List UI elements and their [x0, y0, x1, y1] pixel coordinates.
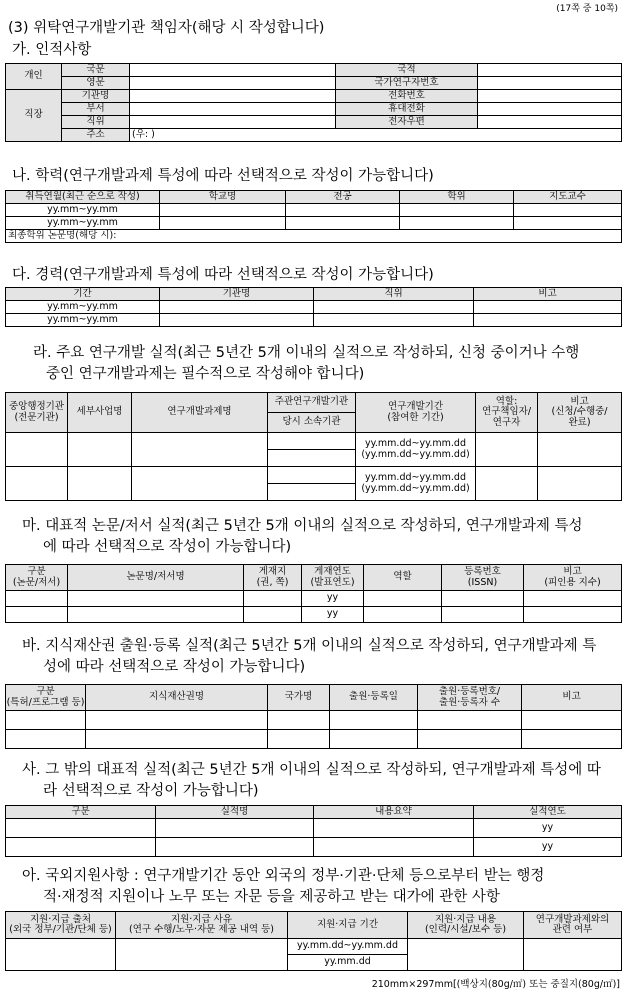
section-ba-title [22, 636, 596, 678]
ma-cell[interactable] [244, 607, 302, 623]
edu-header-advisor: 지도교수 [514, 191, 622, 204]
ra-header-task: 연구개발과제명 [132, 393, 268, 433]
ra-header-role-l3: 연구자 [492, 416, 521, 428]
ba-cell[interactable] [330, 730, 418, 749]
ba-cell[interactable] [268, 730, 330, 749]
ma-header-note [524, 565, 622, 591]
ma-cell[interactable] [364, 591, 442, 607]
aa-header-content [408, 912, 524, 939]
table-row [6, 314, 622, 327]
edu-date-cell[interactable]: yy.mm~yy.mm [6, 217, 160, 230]
ra-header-lead: 주관연구개발기관 [268, 393, 356, 413]
career-table [5, 287, 622, 327]
ma-header-journal-l1: 게재지 [258, 566, 287, 578]
aa-header-content-l1: 지원·지급 내용 [434, 913, 497, 925]
aa-cell[interactable] [6, 939, 116, 971]
edu-header-date: 취득연월(최근 순으로 작성) [6, 191, 160, 204]
zip-text: (우: ) [132, 128, 155, 140]
section-sa-title-line1: 사. 그 밖의 대표적 실적(최근 5년간 5개 이내의 실적으로 작성하되, 연구개발과제 특성에 따 [22, 762, 601, 778]
sa-cell[interactable] [6, 819, 156, 838]
ra-lead-cell[interactable] [268, 467, 356, 484]
ma-cell[interactable] [442, 591, 524, 607]
section-ma-title-line1: 마. 대표적 논문/저서 실적(최근 5년간 5개 이내의 실적으로 작성하되, 연구개발과제 특성 [22, 518, 583, 534]
work-label: 직장 [6, 90, 62, 142]
table-row [6, 433, 622, 450]
sa-header-type: 구분 [6, 806, 156, 819]
ba-cell[interactable] [86, 711, 268, 730]
ma-header-year-l1: 게재연도 [314, 566, 351, 578]
ra-cell[interactable] [68, 433, 132, 467]
ba-header-no-l2: 출원·등록자 수 [438, 696, 501, 708]
korean-name-label: 국문 [62, 64, 130, 77]
address-field[interactable] [130, 129, 622, 142]
page-number: (17쪽 중 10쪽) [556, 4, 618, 14]
ma-header-role: 역할 [364, 565, 442, 591]
sa-cell[interactable] [314, 838, 474, 857]
ra-header-central [6, 393, 68, 433]
aa-header-reason-l1: 지원·지급 사유 [170, 913, 233, 925]
ma-year-cell[interactable]: yy [302, 607, 364, 623]
section-sa-title [22, 760, 601, 802]
ra-header-period-l1: 연구개발기간 [387, 401, 444, 413]
research-record-table [5, 392, 622, 501]
aa-cell[interactable] [408, 939, 524, 971]
ma-header-year-l2: (발표연도) [310, 576, 355, 588]
table-row [6, 819, 622, 838]
ma-header-type-l2: (논문/저서) [12, 576, 61, 588]
ba-header-note: 비고 [522, 685, 622, 711]
ra-header-affil: 당시 소속기관 [268, 413, 356, 433]
career-cell[interactable] [474, 314, 622, 327]
foreign-support-table [5, 911, 622, 971]
ma-header-issn-l2: (ISSN) [467, 576, 498, 588]
sa-year-cell[interactable]: yy [474, 838, 622, 857]
ra-header-role-l1: 역할: [495, 395, 518, 407]
position-label: 직위 [62, 116, 130, 129]
ma-header-name: 논문명/저서명 [68, 565, 244, 591]
edu-date-cell[interactable]: yy.mm~yy.mm [6, 204, 160, 217]
ba-cell[interactable] [418, 730, 522, 749]
ra-period-cell[interactable] [356, 433, 476, 467]
aa-header-relation [524, 912, 622, 939]
email-label: 전자우편 [336, 116, 478, 129]
ra-cell[interactable] [538, 433, 622, 467]
ra-period-bottom: (yy.mm.dd~yy.mm.dd) [361, 482, 470, 494]
aa-header-source-l2: (외국 정부/기관/단체 등) [9, 924, 112, 935]
ba-cell[interactable] [522, 730, 622, 749]
sa-cell[interactable] [156, 819, 314, 838]
ra-header-period-l2: (참여한 기간) [387, 411, 444, 423]
ra-header-central-l1: 중앙행정기관 [8, 401, 65, 413]
career-period-cell[interactable]: yy.mm~yy.mm [6, 301, 160, 314]
section-ma-title [22, 516, 583, 558]
ma-cell[interactable] [68, 591, 244, 607]
ba-cell[interactable] [86, 730, 268, 749]
section-ga-title: 가. 인적사항 [12, 42, 92, 58]
table-row [6, 591, 622, 607]
section-ba-title-line1: 바. 지식재산권 출원·등록 실적(최근 5년간 5개 이내의 실적으로 작성하되, 연구개발과제 특 [22, 638, 597, 654]
section-aa-title-line2: 적·재정적 지원이나 노무 또는 자문 등을 제공하고 받는 대가에 관한 사항 [43, 889, 500, 905]
section-ma-title-line2: 에 따라 선택적으로 작성이 가능합니다) [43, 539, 292, 555]
email-field[interactable] [478, 116, 622, 129]
phone-field[interactable] [478, 90, 622, 103]
section-aa-title-line1: 아. 국외지원사항 : 연구개발기간 동안 외국의 정부·기관·단체 등으로부터 받는 행정 [22, 868, 545, 884]
edu-cell[interactable] [514, 204, 622, 217]
ma-cell[interactable] [364, 607, 442, 623]
thesis-label: 최종학위 논문명(해당 시): [8, 229, 117, 241]
table-row [6, 730, 622, 749]
ba-header-name: 지식재산권명 [86, 685, 268, 711]
aa-header-source [6, 912, 116, 939]
ba-header-no [418, 685, 522, 711]
section-aa-title [22, 866, 544, 908]
sa-year-cell[interactable]: yy [474, 819, 622, 838]
english-name-label: 영문 [62, 77, 130, 90]
dept-label: 부서 [62, 103, 130, 116]
table-row [6, 939, 622, 955]
career-header-org: 기관명 [160, 288, 314, 301]
ma-header-issn [442, 565, 524, 591]
ma-year-cell[interactable]: yy [302, 591, 364, 607]
ma-header-journal-l2: (권, 쪽) [256, 576, 289, 588]
ra-header-note-l3: 완료) [568, 416, 591, 428]
ba-header-type-l2: (특허/프로그램 등) [6, 696, 85, 708]
ra-affil-cell[interactable] [268, 450, 356, 467]
ra-header-project: 세부사업명 [68, 393, 132, 433]
position-field[interactable] [130, 116, 336, 129]
ba-cell[interactable] [418, 711, 522, 730]
ra-lead-cell[interactable] [268, 433, 356, 450]
researcher-no-label: 국가연구자번호 [336, 77, 478, 90]
address-label: 주소 [62, 129, 130, 142]
ra-period-top: yy.mm.dd~yy.mm.dd [365, 438, 466, 450]
ra-cell[interactable] [132, 467, 268, 501]
thesis-field[interactable] [6, 230, 622, 243]
mobile-label: 휴대전화 [336, 103, 478, 116]
section-ra-title-line2: 중인 연구개발과제는 필수적으로 작성해야 합니다) [46, 366, 365, 382]
section-na-title: 나. 학력(연구개발과제 특성에 따라 선택적으로 작성이 가능합니다) [12, 168, 434, 184]
sa-header-summary: 내용요약 [314, 806, 474, 819]
aa-cell[interactable] [524, 939, 622, 971]
ba-header-country: 국가명 [268, 685, 330, 711]
edu-cell[interactable] [400, 204, 514, 217]
ra-period-top: yy.mm.dd~yy.mm.dd [365, 472, 466, 484]
ra-header-central-l2: (전문기관) [14, 411, 59, 423]
ma-header-note-l2: (피인용 지수) [544, 576, 601, 588]
phone-label: 전화번호 [336, 90, 478, 103]
ra-header-period [356, 393, 476, 433]
section-sa-title-line2: 라 선택적으로 작성이 가능합니다) [43, 783, 259, 799]
ra-header-note-l1: 비고 [570, 395, 589, 407]
ma-header-issn-l1: 등록번호 [464, 566, 501, 578]
aa-period-cell[interactable]: yy.mm.dd [288, 955, 408, 971]
ba-cell[interactable] [6, 730, 86, 749]
ra-cell[interactable] [68, 467, 132, 501]
ma-header-note-l1: 비고 [563, 566, 582, 578]
org-field[interactable] [130, 90, 336, 103]
table-row [6, 204, 622, 217]
career-cell[interactable] [314, 301, 474, 314]
aa-header-period: 지원·지급 기간 [288, 912, 408, 939]
ma-cell[interactable] [524, 607, 622, 623]
career-header-position: 직위 [314, 288, 474, 301]
sa-cell[interactable] [314, 819, 474, 838]
career-cell[interactable] [474, 301, 622, 314]
ma-cell[interactable] [6, 607, 68, 623]
edu-header-degree: 학위 [400, 191, 514, 204]
career-header-note: 비고 [474, 288, 622, 301]
ra-header-role-l2: 연구책임자/ [481, 406, 532, 418]
org-label: 기관명 [62, 90, 130, 103]
ra-header-role [476, 393, 538, 433]
edu-cell[interactable] [286, 217, 400, 230]
edu-header-major: 전공 [286, 191, 400, 204]
ma-header-type [6, 565, 68, 591]
korean-name-field[interactable] [130, 64, 336, 77]
ra-period-cell[interactable] [356, 467, 476, 501]
aa-header-reason-l2: (연구 수행/노무·자문 제공 내역 등) [128, 924, 274, 935]
edu-cell[interactable] [160, 217, 286, 230]
career-cell[interactable] [160, 314, 314, 327]
ra-cell[interactable] [132, 433, 268, 467]
ba-header-apply: 출원·등록일 [330, 685, 418, 711]
nationality-field[interactable] [478, 64, 622, 77]
edu-cell[interactable] [400, 217, 514, 230]
aa-header-relation-l1: 연구개발과제와의 [535, 913, 610, 925]
career-header-period: 기간 [6, 288, 160, 301]
ba-header-no-l1: 출원·등록번호/ [438, 686, 501, 698]
aa-header-reason [116, 912, 288, 939]
ma-cell[interactable] [6, 591, 68, 607]
ma-header-type-l1: 구분 [27, 566, 46, 578]
ma-header-year [302, 565, 364, 591]
english-name-field[interactable] [130, 77, 336, 90]
table-row [6, 711, 622, 730]
other-record-table [5, 805, 622, 857]
aa-period-cell[interactable]: yy.mm.dd~yy.mm.dd [288, 939, 408, 955]
personal-info-table [5, 63, 622, 142]
section-da-title: 다. 경력(연구개발과제 특성에 따라 선택적으로 작성이 가능합니다) [12, 267, 434, 283]
ba-cell[interactable] [268, 711, 330, 730]
ba-header-type [6, 685, 86, 711]
aa-header-relation-l2: 관련 여부 [552, 924, 593, 935]
edu-header-school: 학교명 [160, 191, 286, 204]
mobile-field[interactable] [478, 103, 622, 116]
table-row [6, 607, 622, 623]
ra-cell[interactable] [6, 467, 68, 501]
ba-cell[interactable] [6, 711, 86, 730]
ra-header-note [538, 393, 622, 433]
table-row [6, 217, 622, 230]
page-title: (3) 위탁연구개발기관 책임자(해당 시 작성합니다) [8, 20, 325, 36]
ra-cell[interactable] [538, 467, 622, 501]
ma-cell[interactable] [244, 591, 302, 607]
sa-header-year: 실적연도 [474, 806, 622, 819]
ma-header-journal [244, 565, 302, 591]
sa-cell[interactable] [6, 838, 156, 857]
paper-table [5, 564, 622, 623]
ba-cell[interactable] [522, 711, 622, 730]
edu-cell[interactable] [514, 217, 622, 230]
education-table [5, 190, 622, 243]
table-row [6, 301, 622, 314]
aa-header-content-l2: (인력/시설/보수 등) [424, 924, 507, 935]
ma-cell[interactable] [68, 607, 244, 623]
table-row [6, 838, 622, 857]
sa-header-name: 실적명 [156, 806, 314, 819]
ra-cell[interactable] [476, 433, 538, 467]
edu-cell[interactable] [286, 204, 400, 217]
researcher-no-field[interactable] [478, 77, 622, 90]
edu-cell[interactable] [160, 204, 286, 217]
nationality-label: 국적 [336, 64, 478, 77]
ba-cell[interactable] [330, 711, 418, 730]
ra-affil-cell[interactable] [268, 484, 356, 501]
ba-header-type-l1: 구분 [36, 686, 55, 698]
aa-header-source-l1: 지원·지급 출처 [29, 913, 92, 925]
career-cell[interactable] [314, 314, 474, 327]
aa-cell[interactable] [116, 939, 288, 971]
section-ra-title [33, 343, 579, 385]
section-ba-title-line2: 성에 따라 선택적으로 작성이 가능합니다) [43, 659, 306, 675]
ra-header-note-l2: (신청/수행중/ [551, 406, 608, 418]
paper-spec-footer: 210mm×297mm[(백상지(80g/㎡) 또는 중질지(80g/㎡)] [371, 979, 620, 990]
career-cell[interactable] [160, 301, 314, 314]
ra-cell[interactable] [476, 467, 538, 501]
section-ra-title-line1: 라. 주요 연구개발 실적(최근 5년간 5개 이내의 실적으로 작성하되, 신청 중이거나 수행 [33, 345, 580, 361]
ra-cell[interactable] [6, 433, 68, 467]
career-period-cell[interactable]: yy.mm~yy.mm [6, 314, 160, 327]
table-row [6, 467, 622, 484]
sa-cell[interactable] [156, 838, 314, 857]
dept-field[interactable] [130, 103, 336, 116]
personal-label: 개인 [6, 64, 62, 90]
ip-table [5, 684, 622, 749]
ma-cell[interactable] [524, 591, 622, 607]
ma-cell[interactable] [442, 607, 524, 623]
ra-period-bottom: (yy.mm.dd~yy.mm.dd) [361, 448, 470, 460]
